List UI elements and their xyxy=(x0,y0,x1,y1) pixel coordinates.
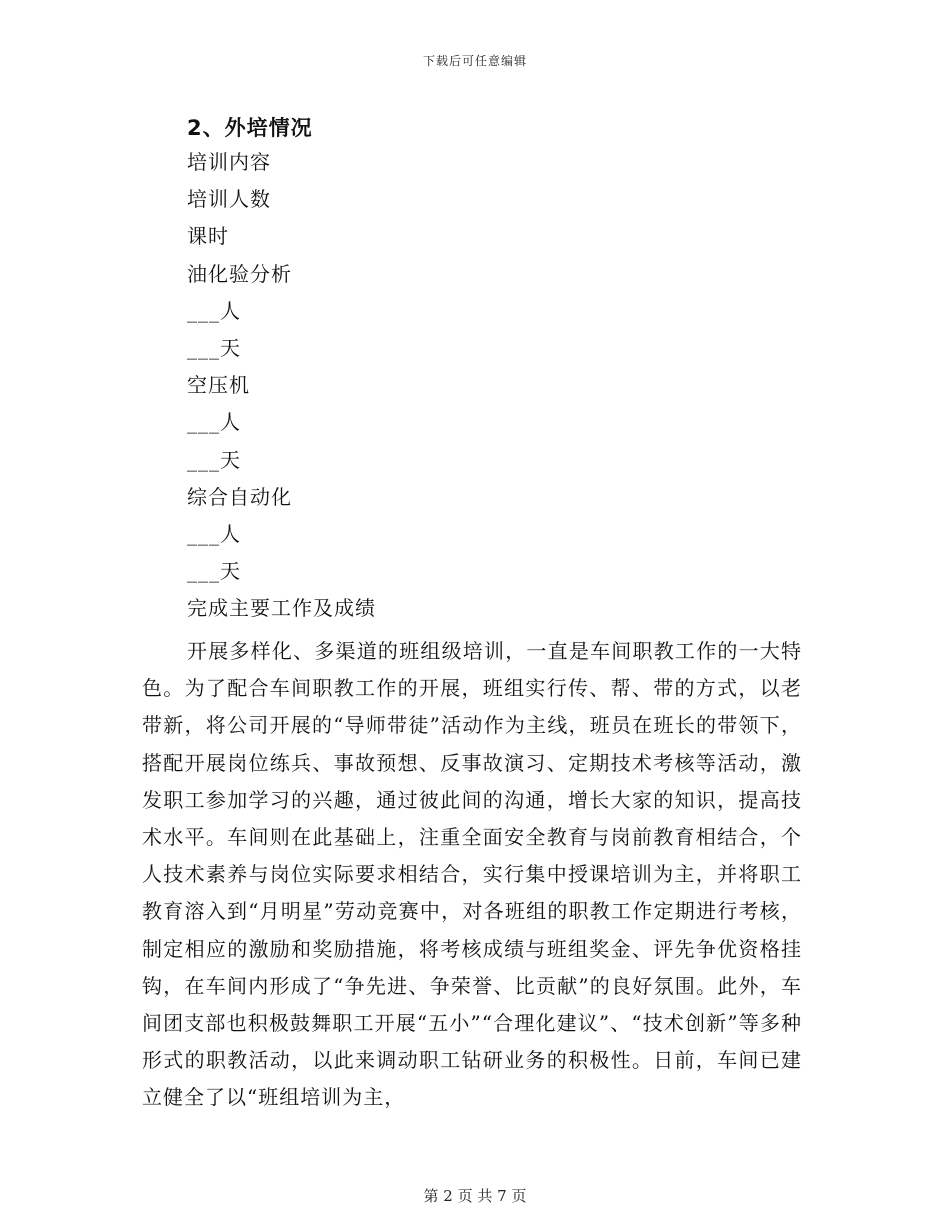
page-footer: 第 2 页 共 7 页 xyxy=(423,1187,527,1205)
section-heading: 2、外培情况 xyxy=(187,116,313,140)
line-item: 综合自动化 xyxy=(187,484,292,509)
line-item: 完成主要工作及成绩 xyxy=(187,596,376,621)
line-item: 空压机 xyxy=(187,373,250,398)
body-paragraph: 开展多样化、多渠道的班组级培训，一直是车间职教工作的一大特色。为了配合车间职教工作的开展，班组实行传、帮、带的方式，以老带新，将公司开展的“导师带徒”活动作为主线，班员在班长的带领下，搭配开展岗位练兵、事故预想、反事故演习、定期技术考核等活动，激发职工参加学习的兴趣，通过彼此间的沟通，增长大家的知识，提高技术水平。车间则在此基础上，注重全面安全教育与岗前教育相结合，个人技术素养与岗位实际要求相结合，实行集中授课培训为主，并将职工教育溶入到“月明星”劳动竞赛中，对各班组的职教工作定期进行考核，制定相应的激励和奖励措施，将考核成绩与班组奖金、评先争优资格挂钩，在车间内形成了“争先进、争荣誉、比贡献”的良好氛围。此外，车间团支部也积极鼓舞职工开展“五小”“合理化建议”、“技术创新”等多种形式的职教活动，以此来调动职工钻研业务的积极性。日前，车间已建立健全了以“班组培训为主， xyxy=(142,639,802,1110)
line-item: ___人 xyxy=(187,410,241,435)
line-item: ___人 xyxy=(187,521,241,546)
line-item: ___天 xyxy=(187,447,241,472)
line-item: 培训人数 xyxy=(187,187,271,212)
line-item: ___天 xyxy=(187,335,241,360)
line-item: ___人 xyxy=(187,298,241,323)
line-item: 油化验分析 xyxy=(187,261,292,286)
training-lines xyxy=(187,150,376,633)
page-header-note: 下载后可任意编辑 xyxy=(422,54,527,68)
line-item: 培训内容 xyxy=(187,150,271,174)
line-item: ___天 xyxy=(187,559,241,584)
line-item: 课时 xyxy=(187,224,229,249)
